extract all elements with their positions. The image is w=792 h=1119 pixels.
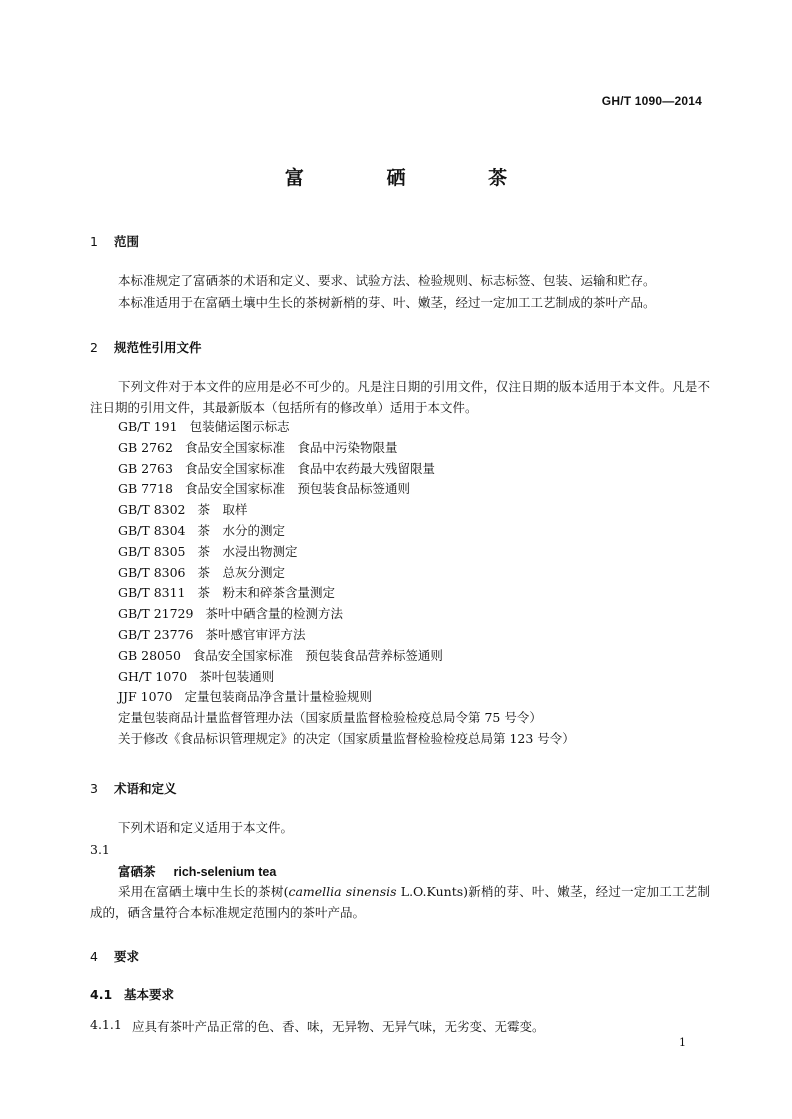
reference-item: [118, 459, 575, 480]
reference-item: [118, 687, 575, 708]
section-1-paragraph-2: 本标准适用于在富硒土壤中生长的茶树新梢的芽、叶、嫩茎，经过一定加工工艺制成的茶叶产品。: [118, 295, 656, 310]
definition-text-a: 采用在富硒土壤中生长的茶树(: [118, 884, 289, 899]
term-chinese: 富硒茶: [118, 864, 156, 879]
reference-item: [118, 563, 575, 584]
reference-code: GB 2762: [118, 439, 173, 455]
reference-title: 茶 水浸出物测定: [197, 543, 298, 559]
reference-title: 茶叶中硒含量的检测方法: [205, 606, 343, 622]
reference-title: 定量包装商品净含量计量检验规则: [184, 689, 372, 705]
section-title: 规范性引用文件: [114, 340, 202, 355]
reference-title: 茶 取样: [197, 502, 248, 518]
reference-code: GH/T 1070: [118, 668, 188, 684]
subsection-4-1-heading: [90, 985, 174, 1003]
reference-item: [118, 604, 575, 625]
reference-item: [118, 438, 575, 459]
reference-title: 茶 粉末和碎茶含量测定: [197, 585, 336, 601]
reference-item: [118, 646, 575, 667]
reference-title: 定量包装商品计量监督管理办法（国家质量监督检验检疫总局令第 75 号令）: [118, 710, 542, 726]
reference-code: GB 2763: [118, 460, 173, 476]
reference-code: GB/T 23776: [118, 626, 194, 642]
term-number: 3.1: [90, 842, 110, 857]
reference-code: GB/T 8302: [118, 502, 186, 518]
reference-title: 包装储运图示标志: [189, 419, 290, 434]
reference-title: 食品安全国家标准 预包装食品营养标签通则: [192, 647, 443, 663]
section-3-heading: [90, 779, 177, 797]
reference-code: JJF 1070: [118, 689, 173, 705]
standard-code: GH/T 1090—2014: [601, 94, 702, 108]
reference-item: [118, 625, 575, 646]
section-1-heading: [90, 232, 139, 250]
reference-title: 茶 水分的测定: [197, 522, 286, 538]
reference-item: [118, 667, 575, 688]
reference-code: GB 7718: [118, 481, 173, 497]
reference-title: 茶叶感官审评方法: [205, 626, 306, 642]
section-1-paragraph-1: 本标准规定了富硒茶的术语和定义、要求、试验方法、检验规则、标志标签、包装、运输和贮存。: [118, 273, 656, 288]
section-title: 术语和定义: [114, 781, 177, 796]
reference-title: 茶叶包装通则: [199, 668, 275, 684]
reference-code: GB/T 8305: [118, 543, 186, 559]
definition-latin-name: camellia sinensis: [288, 884, 397, 899]
clause-text: 应具有茶叶产品正常的色、香、味，无异物、无异气味，无劣变、无霉变。: [132, 1019, 545, 1034]
term-english: rich-selenium tea: [173, 865, 277, 879]
reference-list: [118, 417, 575, 750]
reference-code: GB/T 8304: [118, 522, 186, 538]
reference-code: GB/T 191: [118, 419, 178, 434]
reference-item: [118, 521, 575, 542]
reference-item: [118, 729, 575, 750]
subsection-number: 4.1: [90, 987, 113, 1002]
reference-item: [118, 708, 575, 729]
section-3-intro: 下列术语和定义适用于本文件。: [118, 820, 294, 835]
term-heading: [118, 862, 276, 880]
section-title: 要求: [114, 949, 140, 964]
section-2-heading: [90, 338, 202, 356]
section-number: 2: [90, 340, 98, 355]
subsection-title: 基本要求: [124, 987, 175, 1002]
reference-code: GB/T 8311: [118, 585, 186, 601]
section-title: 范围: [114, 234, 140, 249]
reference-title: 关于修改《食品标识管理规定》的决定（国家质量监督检验检疫总局第 123 号令）: [118, 730, 575, 746]
reference-item: [118, 417, 575, 438]
reference-item: [118, 500, 575, 521]
page-number: 1: [679, 1036, 686, 1049]
document-title: 富 硒 茶: [284, 167, 546, 189]
reference-code: GB/T 8306: [118, 564, 186, 580]
section-number: 1: [90, 234, 98, 249]
reference-title: 食品安全国家标准 食品中农药最大残留限量: [184, 460, 435, 476]
reference-item: [118, 542, 575, 563]
definition-text-b: L.O.Kunts)新梢的芽、叶、嫩茎，经过一定加工工艺制成的，硒含量符合本标准规定范围内的茶叶产品。: [90, 884, 710, 920]
reference-title: 食品安全国家标准 预包装食品标签通则: [184, 481, 410, 497]
section-number: 3: [90, 781, 98, 796]
reference-code: GB 28050: [118, 647, 181, 663]
section-2-intro: 下列文件对于本文件的应用是必不可少的。凡是注日期的引用文件，仅注日期的版本适用于本文件。凡是不注日期的引用文件，其最新版本（包括所有的修改单）适用于本文件。: [90, 379, 710, 415]
section-4-heading: [90, 947, 139, 965]
reference-title: 食品安全国家标准 食品中污染物限量: [184, 439, 398, 455]
reference-item: [118, 583, 575, 604]
section-number: 4: [90, 949, 98, 964]
reference-title: 茶 总灰分测定: [197, 564, 286, 580]
reference-item: [118, 479, 575, 500]
term-definition: [90, 881, 710, 923]
reference-code: GB/T 21729: [118, 606, 194, 622]
clause-number: 4.1.1: [90, 1017, 122, 1032]
